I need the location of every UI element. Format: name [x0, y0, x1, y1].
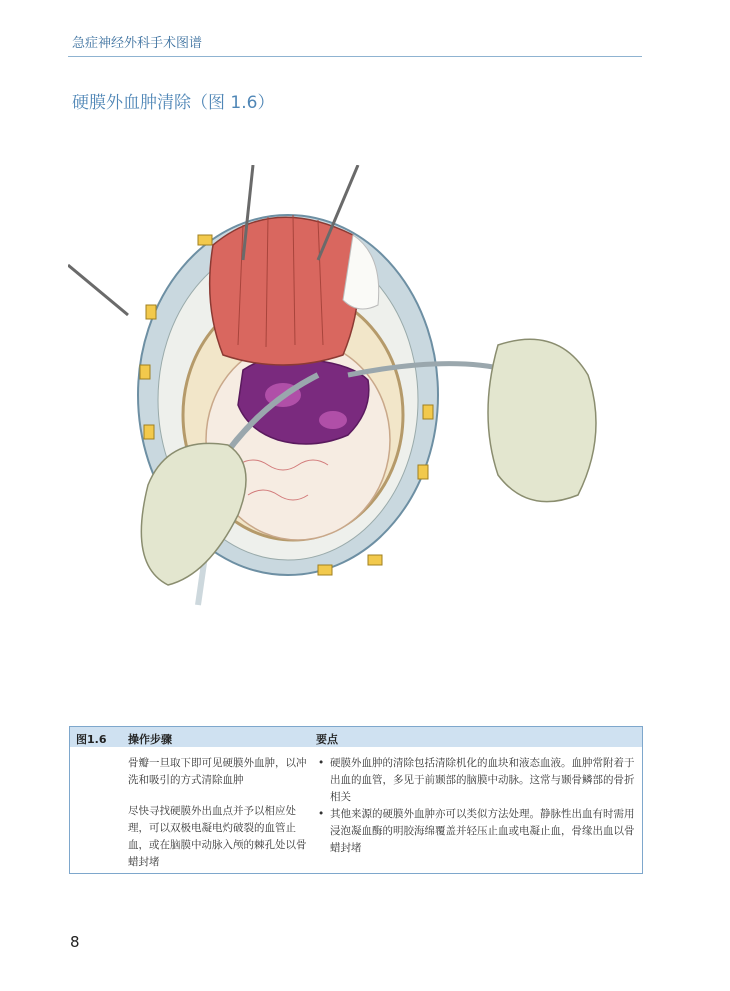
procedure-table	[69, 726, 643, 874]
page-number: 8	[70, 933, 80, 951]
running-header: 急症神经外科手术图谱	[72, 36, 203, 51]
steps-header: 操作步骤	[128, 733, 172, 746]
section-heading: 硬膜外血肿清除（图 1.6）	[72, 93, 275, 113]
step-text: 骨瓣一旦取下即可见硬膜外血肿，以冲洗和吸引的方式清除血肿	[128, 757, 307, 786]
step-text: 尽快寻找硬膜外出血点并予以相应处理，可以双极电凝电灼破裂的血管止血，或在脑膜中动脉入颅的棘孔处以骨蜡封堵	[128, 805, 307, 868]
key-points-header: 要点	[316, 733, 338, 746]
table-header-row	[70, 727, 642, 747]
key-points-column	[318, 755, 636, 857]
figure-label: 图1.6	[76, 733, 107, 746]
key-point: • 硬膜外血肿的清除包括清除机化的血块和液态血液。血肿常附着于出血的血管，多见于前颞部的脑膜中动脉。这常与颞骨鳞部的骨折相关	[318, 755, 636, 806]
header-divider	[68, 56, 642, 57]
surgical-illustration	[68, 165, 644, 655]
key-point: • 其他来源的硬膜外血肿亦可以类似方法处理。静脉性出血有时需用浸泡凝血酶的明胶海绵覆盖并轻压止血或电凝止血，骨缘出血以骨蜡封堵	[318, 806, 636, 857]
steps-column	[128, 755, 308, 885]
